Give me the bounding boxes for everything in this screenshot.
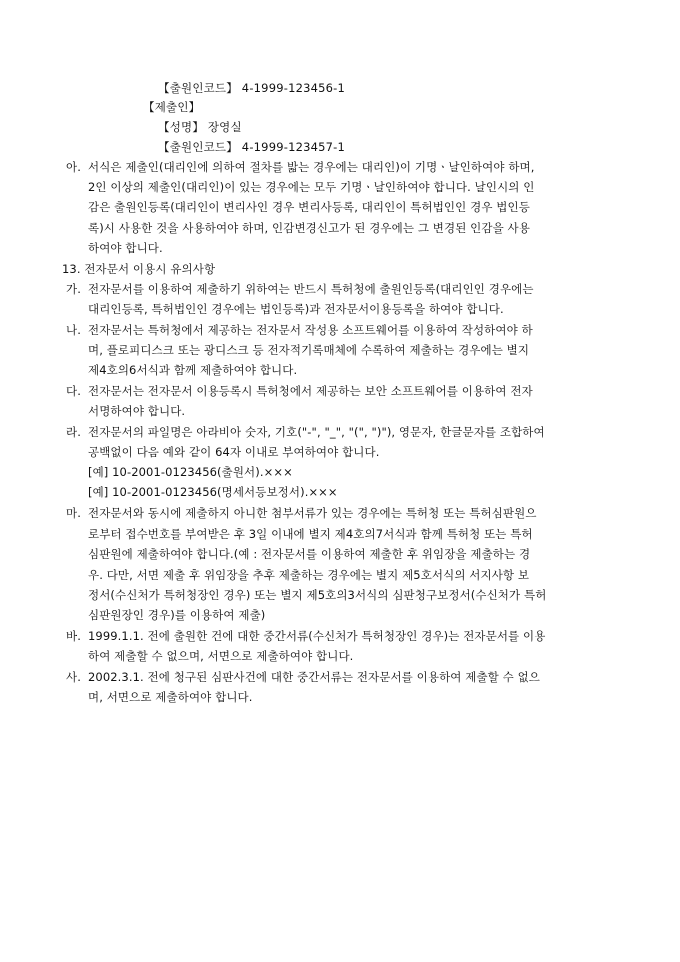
paragraph-line: 공백없이 다음 예와 같이 64자 이내로 부여하여야 합니다. — [88, 445, 380, 459]
paragraph-line: 제4호의6서식과 함께 제출하여야 합니다. — [88, 363, 298, 377]
paragraph-line: 대리인등록, 특허법인인 경우에는 법인등록)과 전자문서이용등록을 하여야 합니다. — [88, 302, 504, 316]
paragraph-line: 전자문서는 전자문서 이용등록시 특허청에서 제공하는 보안 소프트웨어를 이용하여 전자 — [88, 384, 533, 398]
paragraph-line: 전자문서는 특허청에서 제공하는 전자문서 작성용 소프트웨어를 이용하여 작성하여야 하 — [88, 323, 533, 337]
list-marker: 바. — [66, 629, 81, 643]
example-line: [예] 10-2001-0123456(명세서등보정서).××× — [88, 485, 338, 499]
paragraph-line: 서명하여야 합니다. — [88, 404, 186, 418]
paragraph-line: 감은 출원인등록(대리인이 변리사인 경우 변리사등록, 대리인이 특허법인인 경우 법인등 — [88, 200, 530, 214]
paragraph-line: 심판원장인 경우)를 이용하여 제출) — [88, 608, 266, 622]
paragraph-line: 2002.3.1. 전에 청구된 심판사건에 대한 중간서류는 전자문서를 이용하여 제출할 수 없으 — [88, 670, 541, 684]
list-marker: 라. — [66, 425, 81, 439]
section-heading: 13. 전자문서 이용시 유의사항 — [62, 262, 216, 276]
paragraph-line: 서식은 제출인(대리인에 의하여 절차를 밟는 경우에는 대리인)이 기명ㆍ날인하여야 하며, — [88, 160, 535, 174]
submitter-heading: 【제출인】 — [143, 100, 201, 114]
list-marker: 마. — [66, 506, 81, 520]
paragraph-line: 하여 제출할 수 없으며, 서면으로 제출하여야 합니다. — [88, 649, 354, 663]
paragraph-line: 록)시 사용한 것을 사용하여야 하며, 인감변경신고가 된 경우에는 그 변경된 인감을 사용 — [88, 221, 530, 235]
paragraph-line: 전자문서를 이용하여 제출하기 위하여는 반드시 특허청에 출원인등록(대리인인 경우에는 — [88, 282, 534, 296]
paragraph-line: 하여야 합니다. — [88, 241, 163, 255]
applicant-code-field: 【출원인코드】 4-1999-123456-1 — [158, 81, 346, 95]
paragraph-line: 우. 다만, 서면 제출 후 위임장을 추후 제출하는 경우에는 별지 제5호서식의 서지사항 보 — [88, 568, 530, 582]
list-marker: 나. — [66, 323, 81, 337]
list-marker: 사. — [66, 670, 81, 684]
example-line: [예] 10-2001-0123456(출원서).××× — [88, 465, 293, 479]
name-field: 【성명】 장영실 — [158, 120, 242, 134]
list-marker: 다. — [66, 384, 81, 398]
paragraph-line: 로부터 접수번호를 부여받은 후 3일 이내에 별지 제4호의7서식과 함께 특허청 또는 특허 — [88, 527, 533, 541]
paragraph-line: 전자문서와 동시에 제출하지 아니한 첨부서류가 있는 경우에는 특허청 또는 특허심판원으 — [88, 506, 537, 520]
paragraph-line: 며, 플로피디스크 또는 광디스크 등 전자적기록매체에 수록하여 제출하는 경우에는 별지 — [88, 343, 530, 357]
applicant-code-field: 【출원인코드】 4-1999-123457-1 — [158, 140, 346, 154]
paragraph-line: 1999.1.1. 전에 출원한 건에 대한 중간서류(수신처가 특허청장인 경우)는 전자문서를 이용 — [88, 629, 546, 643]
paragraph-line: 정서(수신처가 특허청장인 경우) 또는 별지 제5호의3서식의 심판청구보정서(수신처가 특허 — [88, 588, 547, 602]
paragraph-line: 며, 서면으로 제출하여야 합니다. — [88, 690, 253, 704]
paragraph-line: 전자문서의 파일명은 아라비아 숫자, 기호("-", "_", "(", ")"), 영문자, 한글문자를 조합하여 — [88, 425, 545, 439]
list-marker: 가. — [66, 282, 81, 296]
list-marker: 아. — [66, 160, 81, 174]
paragraph-line: 심판원에 제출하여야 합니다.(예 : 전자문서를 이용하여 제출한 후 위임장을 제출하는 경 — [88, 547, 531, 561]
paragraph-line: 2인 이상의 제출인(대리인)이 있는 경우에는 모두 기명ㆍ날인하여야 합니다. 날인시의 인 — [88, 180, 535, 194]
